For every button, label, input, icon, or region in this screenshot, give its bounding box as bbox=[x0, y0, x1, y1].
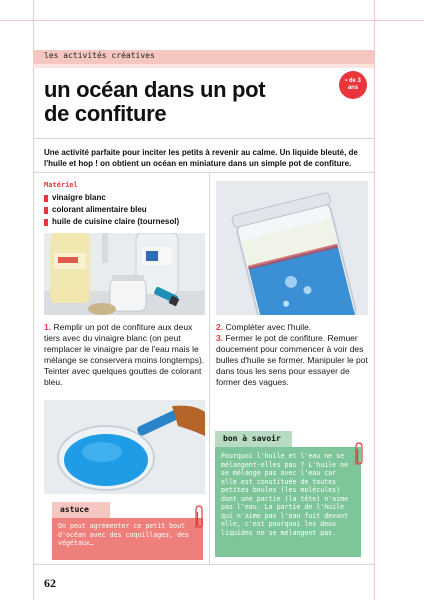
bullet-square-icon bbox=[44, 195, 48, 202]
photo-jar-oil bbox=[216, 181, 368, 315]
astuce-box: On peut agrémenter ce petit bout d'océan avec des coquillages, des végétaux… bbox=[52, 518, 203, 560]
intro-paragraph: Une activité parfaite pour inciter les petits à revenir au calme. Un liquide bleuté, de l'huile et hop ! on obtient un océan en miniature dans un simple pot de confiture. bbox=[44, 148, 358, 168]
bon-a-savoir-label: bon à savoir bbox=[215, 431, 292, 447]
photo-ingredients bbox=[44, 233, 205, 315]
bullet-square-icon bbox=[44, 207, 48, 214]
bottom-divider bbox=[33, 564, 374, 565]
materiel-item: colorant alimentaire bleu bbox=[44, 204, 179, 216]
materiel-heading: Matériel bbox=[44, 181, 78, 189]
step-2: 2. Compléter avec l'huile. bbox=[216, 322, 312, 332]
page-title bbox=[44, 78, 334, 126]
title-line-2: de confiture bbox=[44, 101, 167, 126]
step-1: 1. Remplir un pot de confiture aux deux tiers avec du vinaigre blanc (on peut remplacer le vinaigre par de l'eau mais le mélange se conservera moins longtemps). Teinter avec quelques gouttes de colorant bleu. bbox=[44, 322, 205, 387]
materiel-list bbox=[44, 192, 179, 228]
age-badge-line1: • de 3 bbox=[345, 78, 361, 84]
step-3: 3. Fermer le pot de confiture. Remuer doucement pour commencer à voir des bulles d'huile se former. Manipuler le pot dans tous les sens pour essayer de former des vagues. bbox=[216, 333, 368, 387]
margin-guide-right bbox=[374, 0, 375, 600]
paperclip-icon bbox=[193, 504, 203, 530]
title-divider bbox=[33, 138, 374, 139]
column-divider bbox=[209, 172, 210, 564]
margin-guide-top bbox=[0, 20, 424, 21]
bon-a-savoir-box: Pourquoi l'huile et l'eau ne se mélangent-elles pas ? L'huile ne se mélange pas avec l'eau car elle est constituée de toutes petites boules (les molécules) dont une partie (la tête) n'aime pas l'eau. La partie de l'huile qui n'aime pas l'eau fuit devant elle, c'est pourquoi les deux liquides ne se mélangent pas. bbox=[215, 447, 361, 557]
astuce-label: astuce bbox=[52, 502, 110, 518]
materiel-item: vinaigre blanc bbox=[44, 192, 179, 204]
paperclip-icon bbox=[353, 441, 363, 467]
bullet-square-icon bbox=[44, 219, 48, 226]
section-label: les activités créatives bbox=[44, 51, 155, 60]
materiel-item: huile de cuisine claire (tournesol) bbox=[44, 216, 179, 228]
section-band-light bbox=[33, 64, 374, 68]
age-badge bbox=[339, 71, 367, 99]
age-badge-line2: ans bbox=[347, 85, 359, 91]
photo-pour-colorant bbox=[44, 400, 205, 494]
title-line-1: un océan dans un pot bbox=[44, 77, 266, 102]
page-number: 62 bbox=[44, 576, 56, 590]
